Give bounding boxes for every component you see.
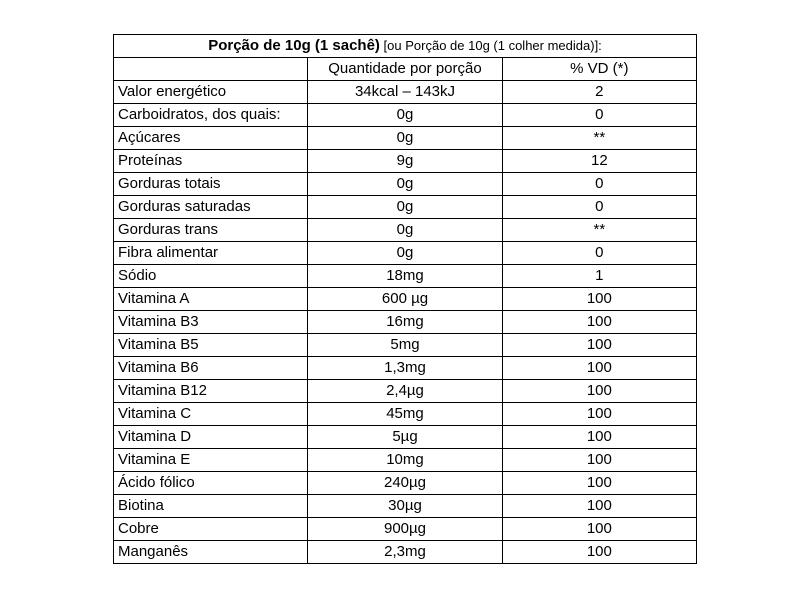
nutrient-quantity-cell: 9g (308, 150, 502, 173)
header-name-cell (114, 58, 308, 81)
nutrient-quantity-cell: 5mg (308, 334, 502, 357)
nutrient-vd-cell: 100 (502, 311, 696, 334)
nutrient-vd-cell: 100 (502, 518, 696, 541)
nutrient-quantity-cell: 240µg (308, 472, 502, 495)
nutrient-row (114, 357, 697, 380)
nutrient-row (114, 265, 697, 288)
nutrient-row (114, 426, 697, 449)
nutrient-row (114, 495, 697, 518)
nutrient-row (114, 472, 697, 495)
nutrient-name-cell: Vitamina B5 (114, 334, 308, 357)
nutrient-quantity-cell: 30µg (308, 495, 502, 518)
nutrient-name-cell: Ácido fólico (114, 472, 308, 495)
nutrient-name-cell: Vitamina B6 (114, 357, 308, 380)
nutrient-name-cell: Vitamina B3 (114, 311, 308, 334)
nutrient-row (114, 104, 697, 127)
nutrient-row (114, 196, 697, 219)
nutrient-name-cell: Fibra alimentar (114, 242, 308, 265)
nutrient-vd-cell: 2 (502, 81, 696, 104)
serving-row (114, 35, 697, 58)
nutrient-vd-cell: 100 (502, 380, 696, 403)
nutrient-vd-cell: 0 (502, 104, 696, 127)
nutrient-vd-cell: ** (502, 127, 696, 150)
serving-sub-text: [ou Porção de 10g (1 colher medida)]: (379, 37, 602, 53)
nutrient-vd-cell: 100 (502, 403, 696, 426)
nutrient-row (114, 380, 697, 403)
nutrient-quantity-cell: 5µg (308, 426, 502, 449)
nutrient-vd-cell: 0 (502, 196, 696, 219)
nutrient-name-cell: Manganês (114, 541, 308, 564)
nutrient-row (114, 288, 697, 311)
nutrient-quantity-cell: 0g (308, 104, 502, 127)
nutrient-quantity-cell: 0g (308, 127, 502, 150)
nutrient-name-cell: Vitamina C (114, 403, 308, 426)
nutrient-quantity-cell: 34kcal – 143kJ (308, 81, 502, 104)
nutrient-row (114, 219, 697, 242)
nutrient-quantity-cell: 0g (308, 173, 502, 196)
nutrient-row (114, 242, 697, 265)
nutrient-quantity-cell: 45mg (308, 403, 502, 426)
nutrient-quantity-cell: 1,3mg (308, 357, 502, 380)
nutrient-quantity-cell: 0g (308, 219, 502, 242)
nutrient-name-cell: Vitamina B12 (114, 380, 308, 403)
nutrient-quantity-cell: 600 µg (308, 288, 502, 311)
nutrient-row (114, 81, 697, 104)
nutrient-row (114, 127, 697, 150)
nutrient-vd-cell: 100 (502, 334, 696, 357)
nutrient-quantity-cell: 0g (308, 196, 502, 219)
nutrient-vd-cell: ** (502, 219, 696, 242)
nutrient-row (114, 518, 697, 541)
nutrient-name-cell: Biotina (114, 495, 308, 518)
nutrition-facts-table (113, 34, 697, 564)
nutrient-quantity-cell: 2,3mg (308, 541, 502, 564)
nutrient-vd-cell: 100 (502, 472, 696, 495)
serving-main-text: Porção de 10g (1 sachê) (208, 36, 380, 54)
nutrient-vd-cell: 0 (502, 173, 696, 196)
nutrient-name-cell: Carboidratos, dos quais: (114, 104, 308, 127)
nutrient-name-cell: Gorduras trans (114, 219, 308, 242)
nutrition-table-body (114, 35, 697, 564)
nutrient-quantity-cell: 16mg (308, 311, 502, 334)
nutrient-name-cell: Vitamina D (114, 426, 308, 449)
nutrition-table-wrapper (113, 34, 697, 564)
nutrient-vd-cell: 100 (502, 449, 696, 472)
nutrient-vd-cell: 100 (502, 495, 696, 518)
nutrient-vd-cell: 100 (502, 288, 696, 311)
nutrient-vd-cell: 100 (502, 426, 696, 449)
nutrient-vd-cell: 1 (502, 265, 696, 288)
nutrient-row (114, 173, 697, 196)
nutrient-row (114, 541, 697, 564)
nutrient-name-cell: Vitamina E (114, 449, 308, 472)
nutrient-row (114, 449, 697, 472)
nutrient-row (114, 403, 697, 426)
nutrient-name-cell: Cobre (114, 518, 308, 541)
nutrient-quantity-cell: 10mg (308, 449, 502, 472)
nutrient-vd-cell: 100 (502, 357, 696, 380)
nutrient-row (114, 311, 697, 334)
nutrient-quantity-cell: 0g (308, 242, 502, 265)
nutrient-name-cell: Gorduras totais (114, 173, 308, 196)
nutrient-vd-cell: 12 (502, 150, 696, 173)
nutrient-name-cell: Proteínas (114, 150, 308, 173)
nutrient-quantity-cell: 18mg (308, 265, 502, 288)
nutrient-name-cell: Açúcares (114, 127, 308, 150)
nutrient-quantity-cell: 900µg (308, 518, 502, 541)
nutrient-name-cell: Gorduras saturadas (114, 196, 308, 219)
nutrient-row (114, 334, 697, 357)
nutrient-vd-cell: 0 (502, 242, 696, 265)
serving-cell (114, 35, 697, 58)
nutrient-quantity-cell: 2,4µg (308, 380, 502, 403)
nutrient-name-cell: Vitamina A (114, 288, 308, 311)
nutrient-name-cell: Valor energético (114, 81, 308, 104)
nutrient-vd-cell: 100 (502, 541, 696, 564)
header-vd-cell: % VD (*) (502, 58, 696, 81)
nutrient-row (114, 150, 697, 173)
column-header-row (114, 58, 697, 81)
header-quantity-cell: Quantidade por porção (308, 58, 502, 81)
nutrient-name-cell: Sódio (114, 265, 308, 288)
